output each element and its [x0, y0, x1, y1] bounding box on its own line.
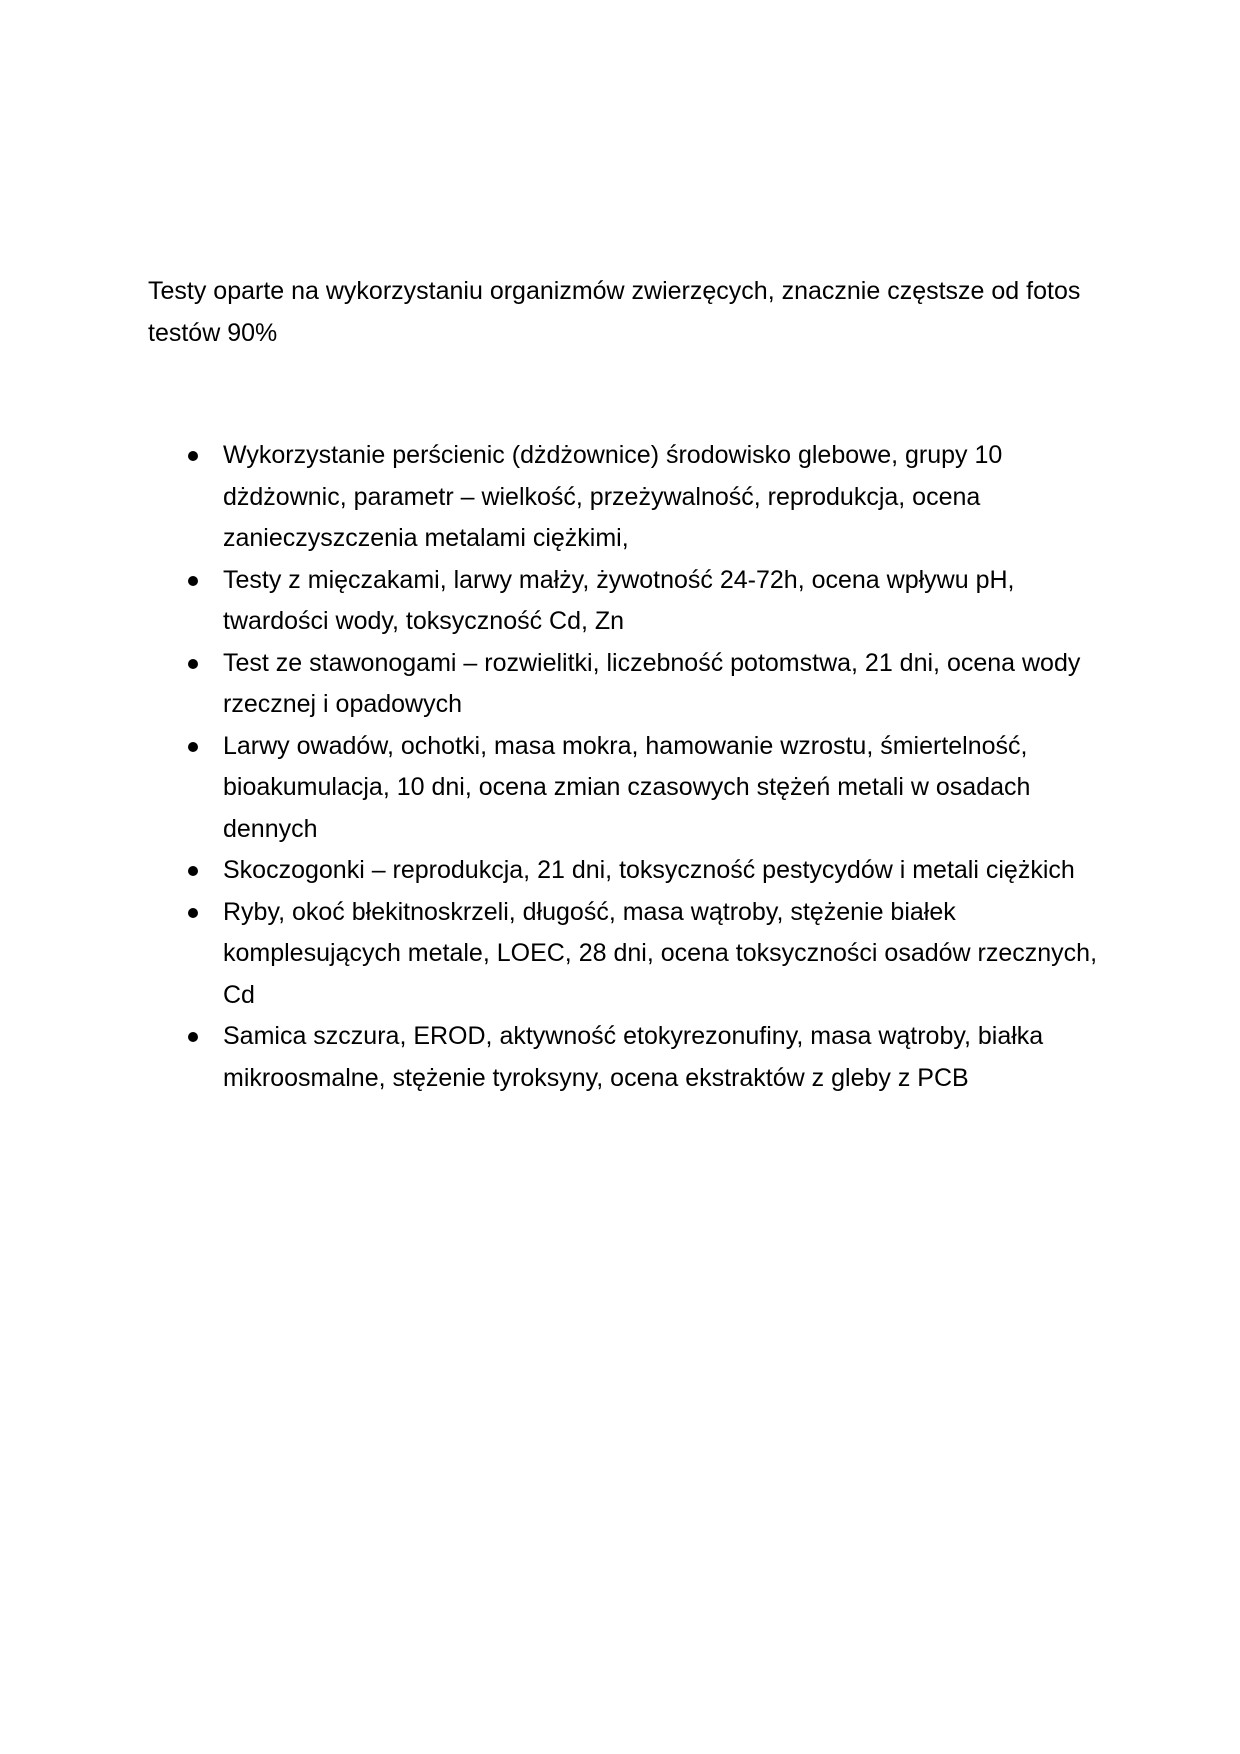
bullet-list: [148, 435, 1108, 1099]
bullet-dot-icon: [188, 742, 198, 752]
list-item: [148, 435, 1108, 560]
list-item: [148, 892, 1108, 1017]
list-item: [148, 1016, 1108, 1099]
list-item-text: Ryby, okoć błekitnoskrzeli, długość, masa wątroby, stężenie białek komplesujących metale, LOEC, 28 dni, ocena toksyczności osadów rzecznych, Cd: [223, 897, 1098, 1009]
bullet-dot-icon: [188, 1032, 198, 1042]
list-item-text: Larwy owadów, ochotki, masa mokra, hamowanie wzrostu, śmiertelność, bioakumulacja, 10 dni, ocena zmian czasowych stężeń metali w osadach dennych: [223, 731, 1031, 843]
list-item: [148, 643, 1108, 726]
bullet-dot-icon: [188, 866, 198, 876]
bullet-dot-icon: [188, 451, 198, 461]
bullet-dot-icon: [188, 576, 198, 586]
list-item: [148, 850, 1108, 892]
list-item-text: Testy z mięczakami, larwy małży, żywotność 24-72h, ocena wpływu pH, twardości wody, toksyczność Cd, Zn: [223, 565, 1015, 635]
bullet-dot-icon: [188, 659, 198, 669]
list-item-text: Wykorzystanie perścienic (dżdżownice) środowisko glebowe, grupy 10 dżdżownic, parametr – wielkość, przeżywalność, reprodukcja, ocena zanieczyszczenia metalami ciężkimi,: [223, 441, 1003, 552]
list-item: [148, 560, 1108, 643]
intro-paragraph: Testy oparte na wykorzystaniu organizmów zwierzęcych, znacznie częstsze od fotos testów 90%: [148, 277, 1081, 347]
list-item-text: Test ze stawonogami – rozwielitki, liczebność potomstwa, 21 dni, ocena wody rzecznej i opadowych: [223, 648, 1081, 718]
list-item: [148, 726, 1108, 851]
list-item-text: Samica szczura, EROD, aktywność etokyrezonufiny, masa wątroby, białka mikroosmalne, stężenie tyroksyny, ocena ekstraktów z gleby z PCB: [223, 1022, 1044, 1092]
bullet-dot-icon: [188, 908, 198, 918]
list-item-text: Skoczogonki – reprodukcja, 21 dni, toksyczność pestycydów i metali ciężkich: [223, 856, 1075, 884]
